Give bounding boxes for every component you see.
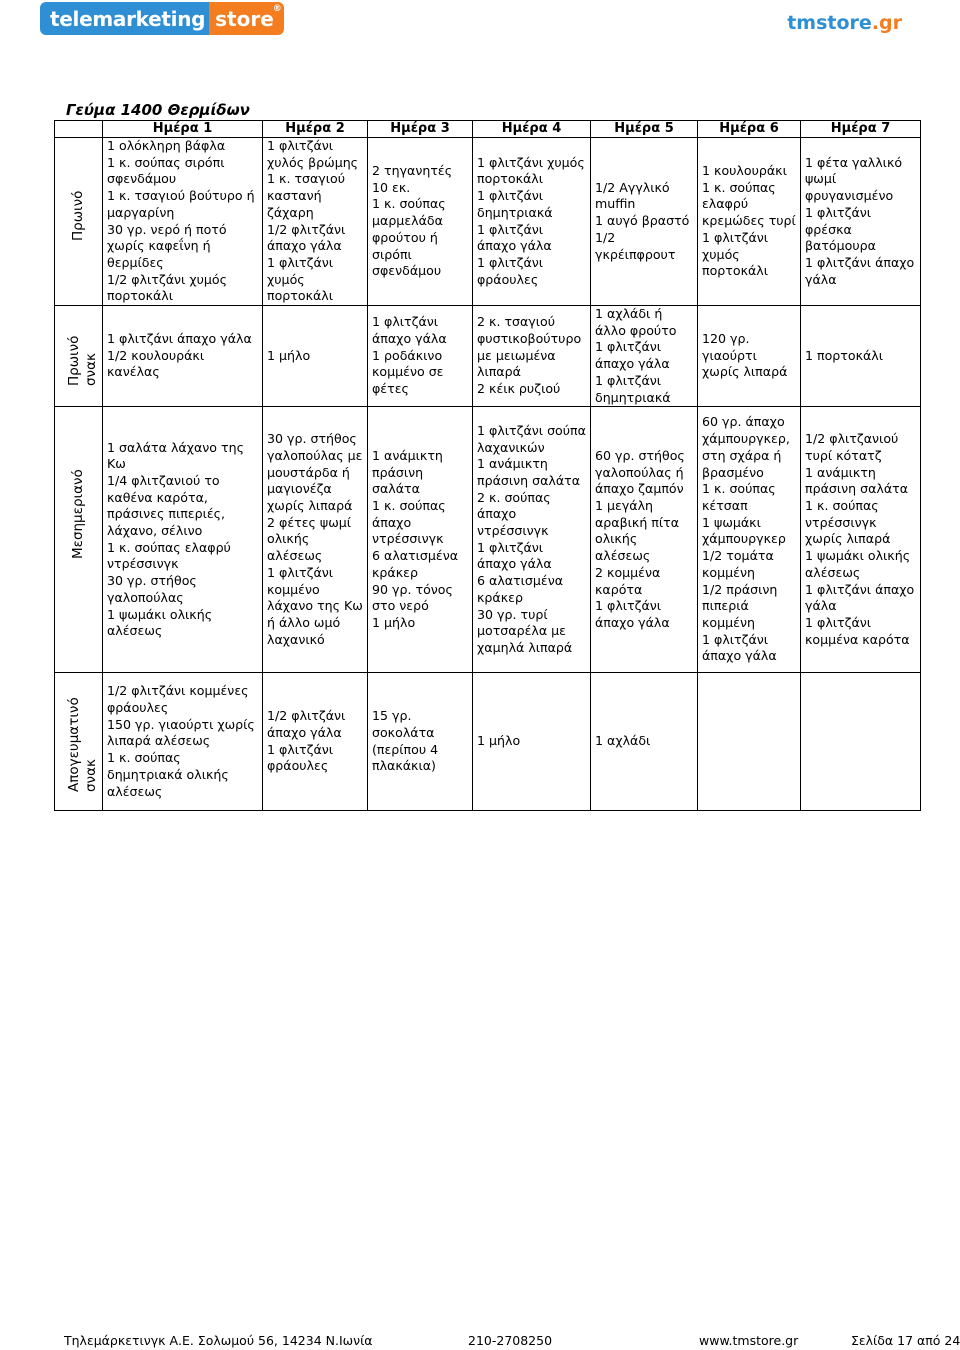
meal-cell: 60 γρ. άπαχο χάμπουργκερ, στη σχάρα ή βρασμένο 1 κ. σούπας κέτσαπ 1 ψωμάκι χάμπουργκερ 1/2 τομάτα κομμένη 1/2 πράσινη πιπεριά κομμένη 1 φλιτζάνι άπαχο γάλα: [698, 407, 801, 673]
meal-label: Μεσημεριανό: [70, 469, 86, 560]
meal-cell: 1 σαλάτα λάχανο της Κω 1/4 φλιτζανιού το καθένα καρότα, πράσινες πιπεριές, λάχανο, σέλινο 1 κ. σούπας ελαφρύ ντρέσσινγκ 30 γρ. στήθος γαλοπούλας 1 ψωμάκι ολικής αλέσεως: [103, 407, 263, 673]
meal-cell: 2 τηγανητές 10 εκ. 1 κ. σούπας μαρμελάδα φρούτου ή σιρόπι σφενδάμου: [368, 138, 473, 306]
document-title: Γεύμα 1400 Θερμίδων: [66, 101, 250, 119]
day-header: Ημέρα 4: [473, 121, 591, 138]
footer-company-address: Τηλεμάρκετινγκ Α.Ε. Σολωμού 56, 14234 Ν.Ιωνία: [64, 1333, 373, 1348]
meal-cell: 1 πορτοκάλι: [801, 306, 921, 407]
logo-store-word: store: [215, 6, 274, 31]
meal-cell: 1 φλιτζάνι άπαχο γάλα 1/2 κουλουράκι κανέλας: [103, 306, 263, 407]
day-header: Ημέρα 3: [368, 121, 473, 138]
meal-cell: 1 φέτα γαλλικό ψωμί φρυγανισμένο 1 φλιτζάνι φρέσκα βατόμουρα 1 φλιτζάνι άπαχο γάλα: [801, 138, 921, 306]
meal-cell: 15 γρ. σοκολάτα (περίπου 4 πλακάκια): [368, 673, 473, 811]
registered-mark: ®: [272, 4, 282, 14]
logo-text-store: [209, 2, 284, 35]
meal-cell: 1 κουλουράκι 1 κ. σούπας ελαφρύ κρεμώδες τυρί 1 φλιτζάνι χυμός πορτοκάλι: [698, 138, 801, 306]
meal-cell: 1/2 φλιτζάνι άπαχο γάλα 1 φλιτζάνι φράουλες: [263, 673, 368, 811]
footer-phone: 210-2708250: [468, 1333, 553, 1348]
corner-cell: [55, 121, 103, 138]
meal-cell: 1 φλιτζάνι χυμός πορτοκάλι 1 φλιτζάνι δημητριακά 1 φλιτζάνι άπαχο γάλα 1 φλιτζάνι φράουλες: [473, 138, 591, 306]
footer-page-number: Σελίδα 17 από 24: [851, 1333, 960, 1348]
meal-cell: 1 φλιτζάνι σούπα λαχανικών 1 ανάμικτη πράσινη σαλάτα 2 κ. σούπας άπαχο ντρέσσινγκ 1 φλιτζάνι άπαχο γάλα 6 αλατισμένα κράκερ 30 γρ. τυρί μοτσαρέλα με χαμηλά λιπαρά: [473, 407, 591, 673]
meal-cell: [801, 673, 921, 811]
telemarketing-store-logo[interactable]: [40, 2, 284, 35]
meal-cell: 1 φλιτζάνι άπαχο γάλα 1 ροδάκινο κομμένο σε φέτες: [368, 306, 473, 407]
meal-row-lunch: [55, 407, 921, 673]
meal-cell: 1 ολόκληρη βάφλα 1 κ. σούπας σιρόπι σφενδάμου 1 κ. τσαγιού βούτυρο ή μαργαρίνη 30 γρ. νερό ή ποτό χωρίς καφεΐνη ή θερμίδες 1/2 φλιτζάνι χυμός πορτοκάλι: [103, 138, 263, 306]
meal-label-cell: [55, 407, 103, 673]
meal-row-afternoon-snack: [55, 673, 921, 811]
day-header: Ημέρα 6: [698, 121, 801, 138]
site-name-tld: .gr: [871, 12, 902, 34]
meal-cell: 1/2 Αγγλικό muffin 1 αυγό βραστό 1/2 γκρέιπφρουτ: [591, 138, 698, 306]
meal-plan-table: [54, 120, 921, 811]
site-name[interactable]: [787, 12, 902, 34]
day-header: Ημέρα 1: [103, 121, 263, 138]
meal-cell: 2 κ. τσαγιού φυστικοβούτυρο με μειωμένα λιπαρά 2 κέικ ρυζιού: [473, 306, 591, 407]
page-header: [0, 0, 960, 50]
footer-website-link[interactable]: www.tmstore.gr: [699, 1333, 799, 1348]
meal-cell: 1 αχλάδι ή άλλο φρούτο 1 φλιτζάνι άπαχο γάλα 1 φλιτζάνι δημητριακά: [591, 306, 698, 407]
meal-cell: 1 αχλάδι: [591, 673, 698, 811]
meal-cell: 120 γρ. γιαούρτι χωρίς λιπαρά: [698, 306, 801, 407]
logo-text-telemarketing: telemarketing: [40, 2, 209, 35]
meal-cell: 30 γρ. στήθος γαλοπούλας με μουστάρδα ή μαγιονέζα χωρίς λιπαρά 2 φέτες ψωμί ολικής αλέσεως 1 φλιτζάνι κομμένο λάχανο της Κω ή άλλο ωμό λαχανικό: [263, 407, 368, 673]
meal-label: Πρωινό: [70, 190, 86, 242]
day-header: Ημέρα 2: [263, 121, 368, 138]
meal-label-cell: [55, 673, 103, 811]
site-name-main: tmstore: [787, 12, 872, 34]
meal-cell: 1 μήλο: [263, 306, 368, 407]
meal-cell: [698, 673, 801, 811]
meal-label-cell: [55, 138, 103, 306]
meal-label-cell: [55, 306, 103, 407]
meal-cell: 1 μήλο: [473, 673, 591, 811]
meal-label: Πρωινό σνακ: [66, 335, 99, 387]
meal-cell: 1/2 φλιτζανιού τυρί κότατζ 1 ανάμικτη πράσινη σαλάτα 1 κ. σούπας ντρέσσινγκ χωρίς λιπαρά 1 ψωμάκι ολικής αλέσεως 1 φλιτζάνι άπαχο γάλα 1 φλιτζάνι κομμένα καρότα: [801, 407, 921, 673]
day-header: Ημέρα 5: [591, 121, 698, 138]
day-header: Ημέρα 7: [801, 121, 921, 138]
meal-cell: 1 φλιτζάνι χυλός βρώμης 1 κ. τσαγιού καστανή ζάχαρη 1/2 φλιτζάνι άπαχο γάλα 1 φλιτζάνι χυμός πορτοκάλι: [263, 138, 368, 306]
days-header-row: [55, 121, 921, 138]
meal-cell: 1 ανάμικτη πράσινη σαλάτα 1 κ. σούπας άπαχο ντρέσσινγκ 6 αλατισμένα κράκερ 90 γρ. τόνος στο νερό 1 μήλο: [368, 407, 473, 673]
meal-cell: 1/2 φλιτζάνι κομμένες φράουλες 150 γρ. γιαούρτι χωρίς λιπαρά αλέσεως 1 κ. σούπας δημητριακά ολικής αλέσεως: [103, 673, 263, 811]
meal-cell: 60 γρ. στήθος γαλοπούλας ή άπαχο ζαμπόν 1 μεγάλη αραβική πίτα ολικής αλέσεως 2 κομμένα καρότα 1 φλιτζάνι άπαχο γάλα: [591, 407, 698, 673]
meal-label: Απογευματινό σνακ: [66, 697, 99, 792]
meal-row-morning-snack: [55, 306, 921, 407]
meal-row-breakfast: [55, 138, 921, 306]
